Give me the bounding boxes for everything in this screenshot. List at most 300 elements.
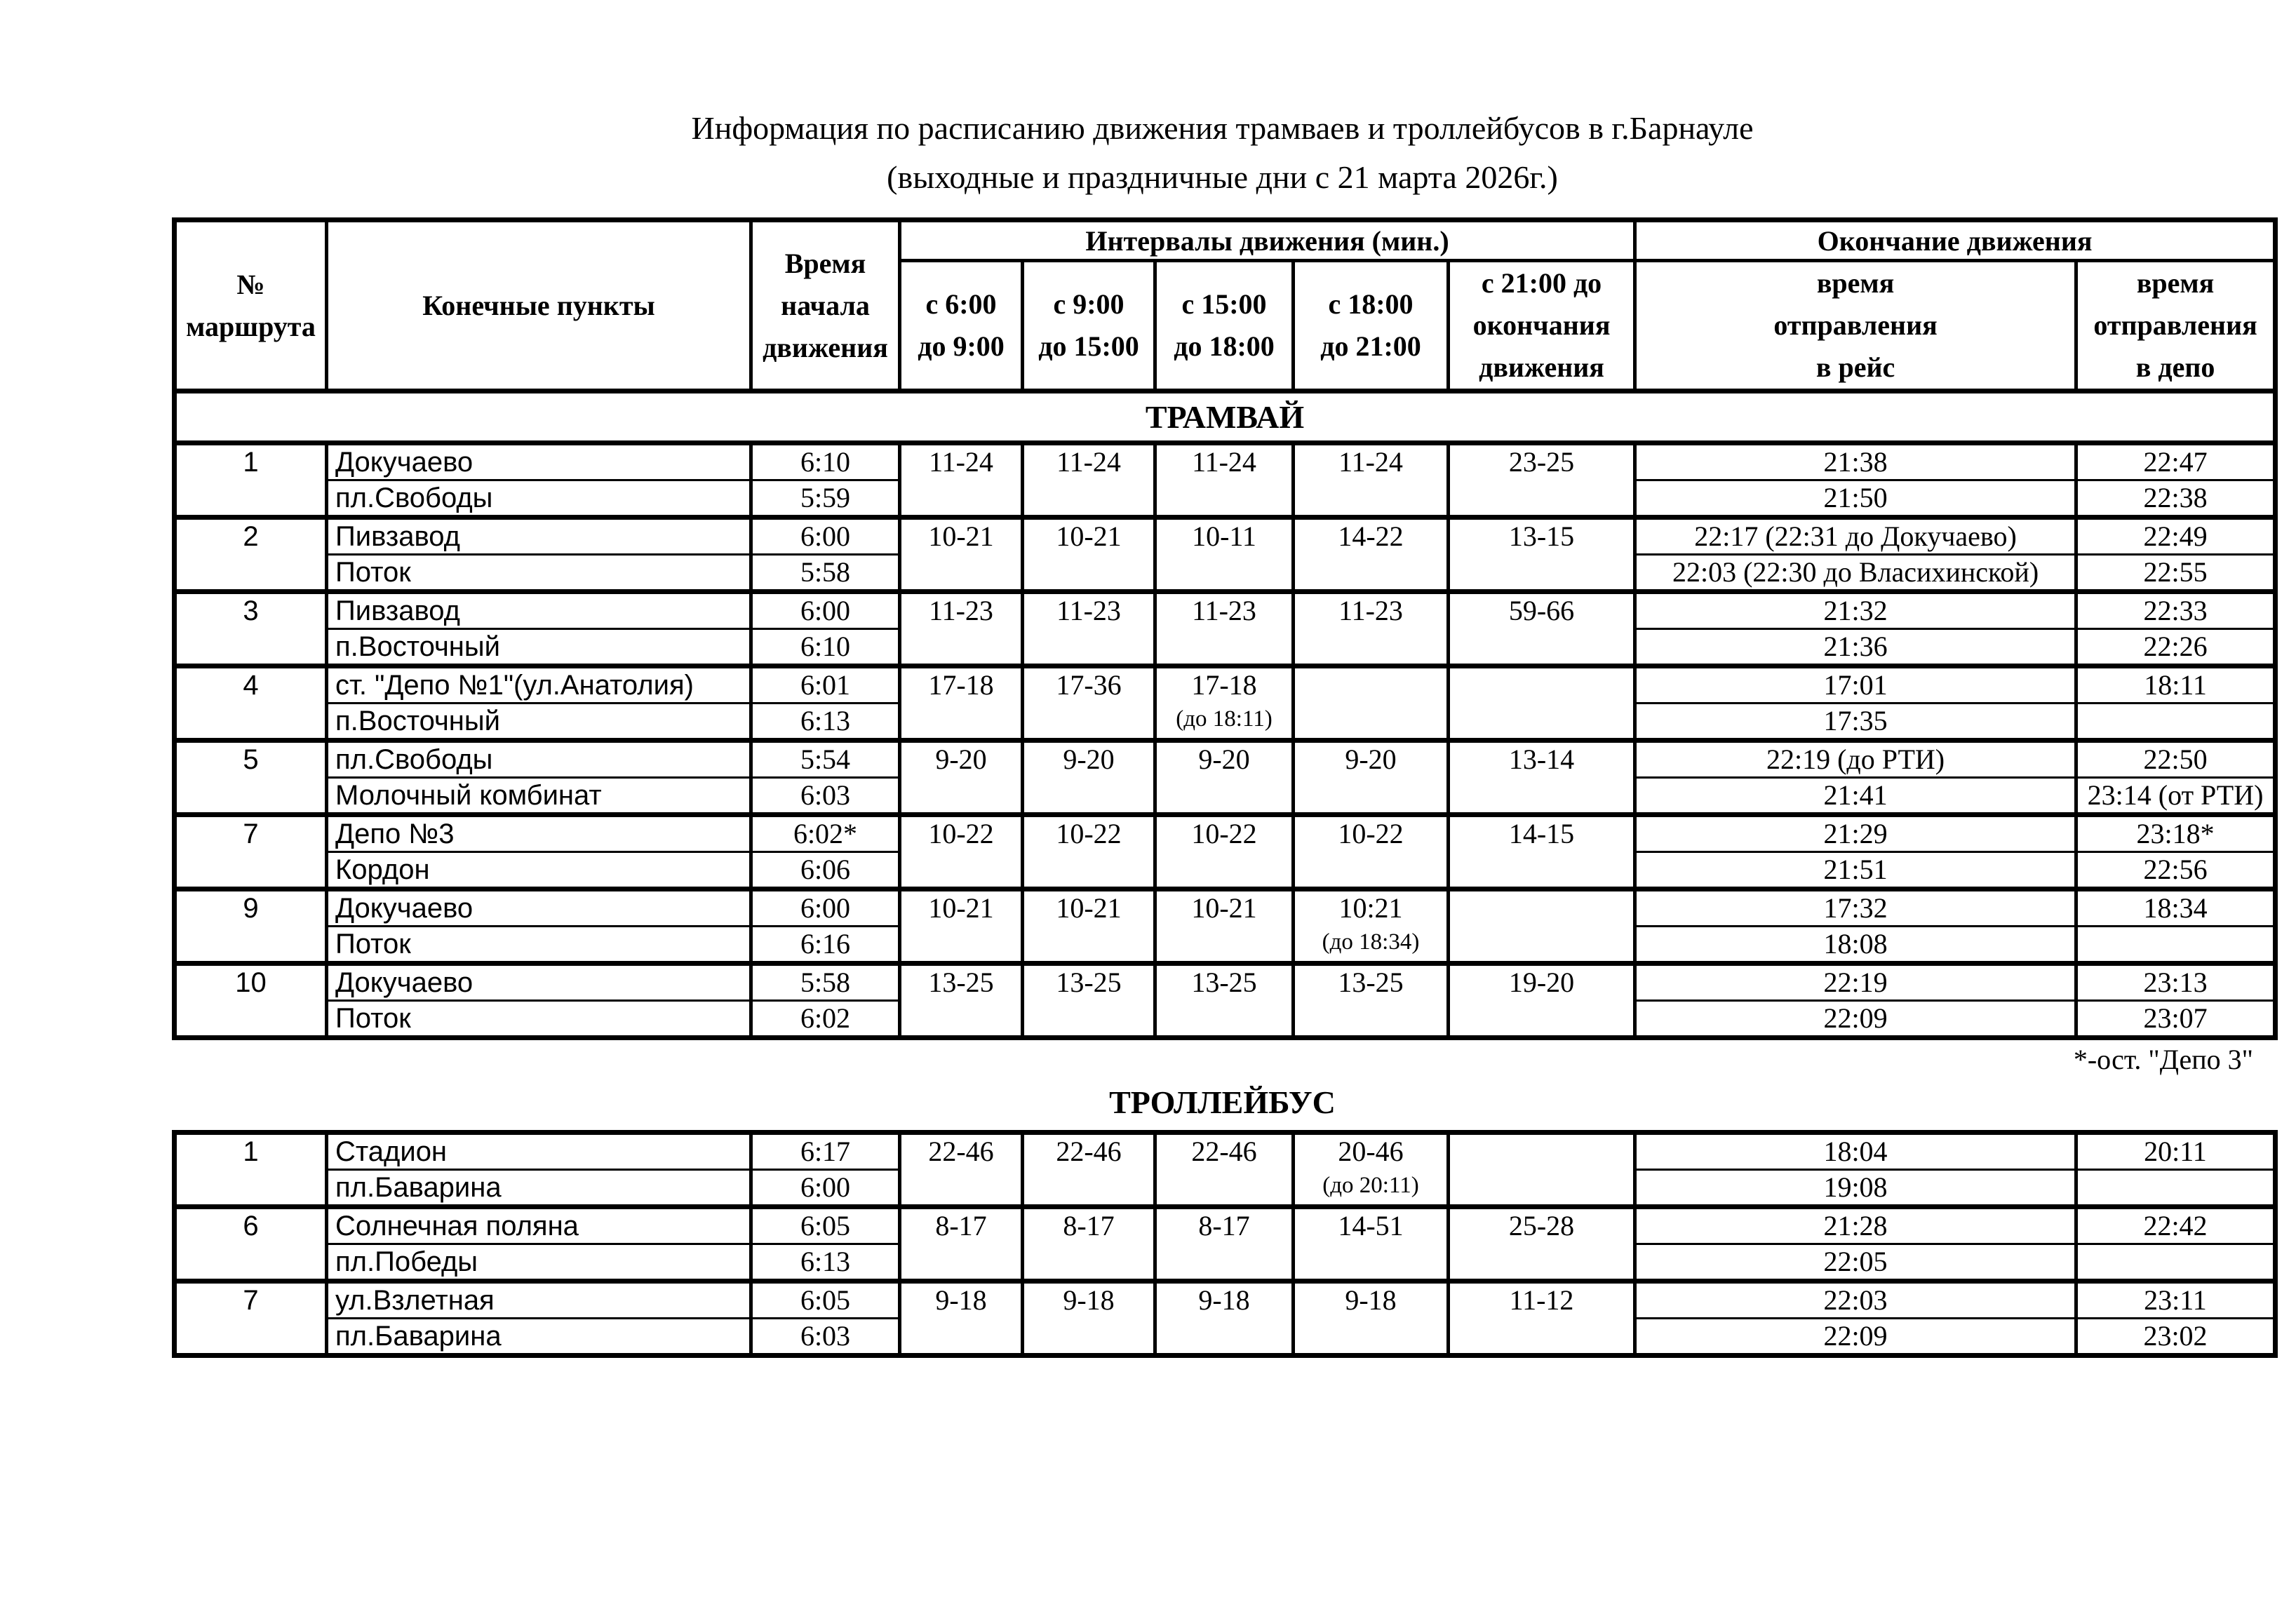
header-line: с 9:00: [1053, 288, 1124, 320]
start-time: 6:16: [751, 927, 900, 964]
endpoint-name: Кордон: [327, 852, 751, 889]
interval-cell-18-21: [1294, 741, 1449, 815]
header-trip-time: [1635, 261, 2076, 391]
trip-end-time: 21:28: [1635, 1207, 2076, 1244]
endpoint-name: Депо №3: [327, 815, 751, 852]
trip-end-time: 22:03: [1635, 1281, 2076, 1319]
interval-note: [1024, 925, 1153, 959]
start-time: 6:05: [751, 1207, 900, 1244]
interval-note: [901, 628, 1021, 661]
endpoint-name: Докучаево: [327, 889, 751, 927]
interval-cell-21-end: [1449, 1133, 1635, 1207]
interval-value: 13-14: [1508, 743, 1575, 775]
interval-note: [901, 1243, 1021, 1277]
interval-cell-15-18: [1155, 741, 1294, 815]
endpoint-name: Молочный комбинат: [327, 778, 751, 815]
start-time: 6:00: [751, 592, 900, 629]
interval-value: 10-21: [1191, 892, 1257, 924]
header-line: отправления: [2093, 309, 2257, 341]
interval-value: 14-51: [1338, 1210, 1404, 1241]
header-line: маршрута: [186, 310, 316, 342]
interval-cell-9-15: [1023, 592, 1155, 666]
trip-end-time: 18:08: [1635, 927, 2076, 964]
interval-value: [1450, 1135, 1633, 1169]
route-number: 6: [175, 1207, 327, 1281]
interval-cell-18-21: [1294, 592, 1449, 666]
interval-note: [1157, 479, 1291, 513]
interval-note: (до 20:11): [1322, 1173, 1419, 1198]
interval-note: [1295, 999, 1446, 1033]
interval-note: [1450, 851, 1633, 884]
route-row: [175, 1133, 2276, 1170]
interval-cell-21-end: [1449, 443, 1635, 518]
interval-cell-18-21: [1294, 889, 1449, 964]
route-number: 1: [175, 1133, 327, 1207]
endpoint-name: Поток: [327, 1001, 751, 1038]
header-line: окончания: [1472, 309, 1611, 341]
start-time: 6:00: [751, 889, 900, 927]
trip-end-time: 21:50: [1635, 480, 2076, 518]
depot-end-time: 22:42: [2076, 1207, 2276, 1244]
interval-value: 22-46: [1056, 1136, 1122, 1167]
interval-value: 19-20: [1508, 967, 1575, 998]
endpoint-name: Солнечная поляна: [327, 1207, 751, 1244]
depot-end-time: 23:02: [2076, 1319, 2276, 1356]
interval-cell-21-end: [1449, 592, 1635, 666]
start-time: 6:17: [751, 1133, 900, 1170]
route-row: [175, 518, 2276, 555]
interval-note: [1157, 999, 1291, 1033]
interval-cell-15-18: [1155, 443, 1294, 518]
start-time: 6:10: [751, 443, 900, 480]
interval-value: 9-18: [935, 1284, 987, 1316]
depot-end-time: 20:11: [2076, 1133, 2276, 1170]
interval-value: 13-25: [928, 967, 994, 998]
endpoint-name: ст. "Депо №1"(ул.Анатолия): [327, 666, 751, 704]
interval-note: [1024, 1317, 1153, 1351]
interval-value: 11-23: [1192, 595, 1256, 626]
interval-value: 59-66: [1508, 595, 1575, 626]
interval-value: 8-17: [1198, 1210, 1250, 1241]
interval-value: 14-15: [1508, 818, 1575, 849]
interval-cell-9-15: [1023, 1281, 1155, 1356]
interval-cell-18-21: [1294, 1281, 1449, 1356]
start-time: 5:58: [751, 555, 900, 592]
route-row: [175, 443, 2276, 480]
interval-note: [1295, 1317, 1446, 1351]
trolleybus-table: [172, 1130, 2278, 1358]
interval-note: [1450, 479, 1633, 513]
interval-cell-6-9: [900, 518, 1023, 592]
header-line: начала: [781, 289, 870, 321]
interval-cell-9-15: [1023, 1207, 1155, 1281]
interval-cell-18-21: [1294, 815, 1449, 889]
interval-note: [901, 925, 1021, 959]
header-interval-18-21: [1294, 261, 1449, 391]
interval-cell-21-end: [1449, 741, 1635, 815]
route-row: [175, 1207, 2276, 1244]
header-route-no: [175, 220, 327, 391]
interval-note: [1157, 851, 1291, 884]
footnote: *-ост. "Депо 3": [2073, 1044, 2253, 1075]
header-line: до 21:00: [1320, 330, 1421, 362]
route-number: 2: [175, 518, 327, 592]
header-interval-9-15: [1023, 261, 1155, 391]
depot-end-time: [2076, 704, 2276, 741]
interval-value: 10-21: [928, 520, 994, 552]
endpoint-name: Докучаево: [327, 964, 751, 1001]
header-line: время: [1816, 267, 1895, 299]
interval-cell-9-15: [1023, 815, 1155, 889]
endpoint-name: Пивзавод: [327, 518, 751, 555]
route-row: [175, 964, 2276, 1001]
start-time: 6:06: [751, 852, 900, 889]
interval-value: 9-18: [1063, 1284, 1115, 1316]
interval-cell-6-9: [900, 1207, 1023, 1281]
depot-end-time: [2076, 1244, 2276, 1281]
interval-value: 10-22: [1338, 818, 1404, 849]
interval-value: 11-12: [1509, 1284, 1574, 1316]
interval-value: 10-22: [928, 818, 994, 849]
interval-value: 10-21: [1056, 520, 1122, 552]
trip-end-time: 22:17 (22:31 до Докучаево): [1635, 518, 2076, 555]
route-row: [175, 741, 2276, 778]
trip-end-time: 21:41: [1635, 778, 2076, 815]
interval-cell-9-15: [1023, 741, 1155, 815]
interval-cell-6-9: [900, 964, 1023, 1038]
start-time: 5:59: [751, 480, 900, 518]
depot-end-time: 23:18*: [2076, 815, 2276, 852]
header-depot-time: [2076, 261, 2276, 391]
depot-end-time: 22:26: [2076, 629, 2276, 666]
interval-value: 13-25: [1056, 967, 1122, 998]
interval-note: [901, 851, 1021, 884]
header-line: №: [236, 268, 265, 300]
interval-cell-15-18: [1155, 889, 1294, 964]
endpoint-name: пл.Свободы: [327, 741, 751, 778]
interval-cell-21-end: [1449, 666, 1635, 741]
interval-note: [901, 1317, 1021, 1351]
interval-value: [1295, 668, 1446, 702]
route-number: 9: [175, 889, 327, 964]
interval-note: [1450, 702, 1633, 736]
interval-note: [901, 776, 1021, 810]
interval-note: [1295, 702, 1446, 736]
interval-note: [1024, 776, 1153, 810]
route-row: [175, 889, 2276, 927]
interval-note: [1024, 628, 1153, 661]
endpoint-name: пл.Победы: [327, 1244, 751, 1281]
start-time: 6:02: [751, 1001, 900, 1038]
trip-end-time: 21:32: [1635, 592, 2076, 629]
interval-value: 13-25: [1338, 967, 1404, 998]
header-interval-21-end: [1449, 261, 1635, 391]
interval-value: 9-20: [1345, 743, 1397, 775]
interval-note: [901, 553, 1021, 587]
interval-value: 9-20: [1198, 743, 1250, 775]
interval-cell-18-21: [1294, 443, 1449, 518]
header-endpoints: Конечные пункты: [327, 220, 751, 391]
start-time: 6:02*: [751, 815, 900, 852]
route-number: 3: [175, 592, 327, 666]
route-number: 1: [175, 443, 327, 518]
interval-value: 25-28: [1508, 1210, 1575, 1241]
route-row: [175, 815, 2276, 852]
interval-note: [1295, 1243, 1446, 1277]
interval-note: (до 18:11): [1176, 706, 1273, 732]
interval-cell-21-end: [1449, 518, 1635, 592]
start-time: 6:03: [751, 1319, 900, 1356]
trip-end-time: 17:32: [1635, 889, 2076, 927]
start-time: 6:00: [751, 518, 900, 555]
header-line: до 18:00: [1174, 330, 1275, 362]
interval-value: 13-15: [1508, 520, 1575, 552]
route-number: 7: [175, 1281, 327, 1356]
depot-end-time: 23:13: [2076, 964, 2276, 1001]
endpoint-name: Поток: [327, 555, 751, 592]
trip-end-time: 21:51: [1635, 852, 2076, 889]
interval-cell-15-18: [1155, 964, 1294, 1038]
interval-cell-21-end: [1449, 1281, 1635, 1356]
trip-end-time: 22:05: [1635, 1244, 2076, 1281]
interval-note: [1157, 1243, 1291, 1277]
endpoint-name: пл.Баварина: [327, 1170, 751, 1207]
interval-cell-21-end: [1449, 815, 1635, 889]
start-time: 6:13: [751, 1244, 900, 1281]
start-time: 6:01: [751, 666, 900, 704]
interval-cell-6-9: [900, 889, 1023, 964]
interval-cell-6-9: [900, 741, 1023, 815]
trip-end-time: 22:09: [1635, 1001, 2076, 1038]
endpoint-name: пл.Свободы: [327, 480, 751, 518]
depot-end-time: 22:50: [2076, 741, 2276, 778]
interval-cell-9-15: [1023, 1133, 1155, 1207]
interval-note: [901, 479, 1021, 513]
interval-note: [1450, 553, 1633, 587]
interval-cell-9-15: [1023, 666, 1155, 741]
interval-value: 8-17: [935, 1210, 987, 1241]
start-time: 5:54: [751, 741, 900, 778]
interval-note: [1295, 628, 1446, 661]
header-interval-15-18: [1155, 261, 1294, 391]
tram-section-row: [175, 391, 2276, 443]
depot-end-time: 23:07: [2076, 1001, 2276, 1038]
interval-note: [1024, 479, 1153, 513]
route-number: 10: [175, 964, 327, 1038]
interval-value: 11-24: [1192, 446, 1256, 478]
interval-value: 20-46: [1338, 1136, 1404, 1167]
route-number: 5: [175, 741, 327, 815]
interval-cell-6-9: [900, 443, 1023, 518]
interval-note: [1024, 553, 1153, 587]
interval-note: [1024, 851, 1153, 884]
interval-note: [1450, 925, 1633, 959]
page-header: [172, 104, 2273, 202]
header-line: Время: [784, 247, 866, 279]
interval-note: [901, 702, 1021, 736]
header-line: до 9:00: [918, 330, 1005, 362]
interval-cell-18-21: [1294, 1133, 1449, 1207]
header-line: в депо: [2135, 351, 2215, 383]
interval-note: [1157, 925, 1291, 959]
interval-cell-15-18: [1155, 518, 1294, 592]
header-line: движения: [763, 331, 888, 363]
interval-note: [1450, 1169, 1633, 1202]
interval-cell-18-21: [1294, 964, 1449, 1038]
header-ending-group: Окончание движения: [1635, 220, 2276, 261]
interval-value: 11-23: [1338, 595, 1403, 626]
interval-note: [901, 999, 1021, 1033]
interval-cell-9-15: [1023, 518, 1155, 592]
header-row-top: [175, 220, 2276, 261]
interval-value: 17-18: [1191, 669, 1257, 701]
interval-value: 11-24: [1338, 446, 1403, 478]
interval-value: [1450, 891, 1633, 925]
trip-end-time: 21:36: [1635, 629, 2076, 666]
tram-section-label: ТРАМВАЙ: [175, 391, 2276, 443]
interval-note: [1157, 553, 1291, 587]
interval-value: 9-18: [1198, 1284, 1250, 1316]
trip-end-time: 17:01: [1635, 666, 2076, 704]
interval-note: [1024, 1169, 1153, 1202]
interval-cell-6-9: [900, 1281, 1023, 1356]
start-time: 6:13: [751, 704, 900, 741]
interval-note: [1157, 1169, 1291, 1202]
interval-value: 14-22: [1338, 520, 1404, 552]
route-number: 4: [175, 666, 327, 741]
interval-value: 11-24: [929, 446, 993, 478]
interval-value: 22-46: [928, 1136, 994, 1167]
header-line: в рейс: [1815, 351, 1895, 383]
trip-end-time: 22:19: [1635, 964, 2076, 1001]
depot-end-time: 22:56: [2076, 852, 2276, 889]
interval-cell-18-21: [1294, 666, 1449, 741]
interval-cell-9-15: [1023, 964, 1155, 1038]
trolleybus-section-label: ТРОЛЛЕЙБУС: [1109, 1084, 1336, 1120]
interval-cell-21-end: [1449, 889, 1635, 964]
interval-value: 9-20: [1063, 743, 1115, 775]
interval-note: [1450, 1317, 1633, 1351]
interval-note: [1295, 479, 1446, 513]
header-line: до 15:00: [1038, 330, 1139, 362]
header-line: время: [2136, 267, 2215, 299]
endpoint-name: Докучаево: [327, 443, 751, 480]
trip-end-time: 21:29: [1635, 815, 2076, 852]
interval-cell-6-9: [900, 592, 1023, 666]
interval-value: 10-22: [1191, 818, 1257, 849]
interval-value: 10:21: [1338, 892, 1403, 924]
trip-end-time: 18:04: [1635, 1133, 2076, 1170]
page-subtitle: (выходные и праздничные дни с 21 марта 2026г.): [887, 159, 1558, 195]
depot-end-time: 22:49: [2076, 518, 2276, 555]
route-row: [175, 666, 2276, 704]
interval-cell-15-18: [1155, 815, 1294, 889]
header-start-time: [751, 220, 900, 391]
depot-end-time: 18:34: [2076, 889, 2276, 927]
trip-end-time: 22:19 (до РТИ): [1635, 741, 2076, 778]
depot-end-time: 23:11: [2076, 1281, 2276, 1319]
header-line: с 21:00 до: [1481, 267, 1602, 299]
interval-note: [1295, 553, 1446, 587]
interval-value: 17-18: [928, 669, 994, 701]
interval-cell-15-18: [1155, 1133, 1294, 1207]
interval-value: 11-23: [1056, 595, 1121, 626]
start-time: 6:10: [751, 629, 900, 666]
start-time: 5:58: [751, 964, 900, 1001]
interval-cell-9-15: [1023, 889, 1155, 964]
interval-note: [1157, 1317, 1291, 1351]
interval-note: [1024, 999, 1153, 1033]
interval-value: 11-24: [1056, 446, 1121, 478]
depot-end-time: [2076, 1170, 2276, 1207]
interval-value: 22-46: [1191, 1136, 1257, 1167]
trip-end-time: 22:03 (22:30 до Власихинской): [1635, 555, 2076, 592]
header-line: с 18:00: [1328, 288, 1414, 320]
interval-cell-15-18: [1155, 1207, 1294, 1281]
interval-value: 9-20: [935, 743, 987, 775]
interval-note: [1024, 702, 1153, 736]
interval-value: 10-21: [928, 892, 994, 924]
interval-value: 10-22: [1056, 818, 1122, 849]
depot-end-time: 22:33: [2076, 592, 2276, 629]
depot-end-time: 22:47: [2076, 443, 2276, 480]
interval-cell-6-9: [900, 666, 1023, 741]
header-line: движения: [1479, 351, 1604, 383]
interval-value: [1450, 668, 1633, 702]
interval-note: [1024, 1243, 1153, 1277]
trip-end-time: 21:38: [1635, 443, 2076, 480]
interval-cell-18-21: [1294, 518, 1449, 592]
interval-cell-6-9: [900, 815, 1023, 889]
endpoint-name: Пивзавод: [327, 592, 751, 629]
interval-note: [1450, 776, 1633, 810]
depot-end-time: 22:38: [2076, 480, 2276, 518]
depot-end-time: 18:11: [2076, 666, 2276, 704]
endpoint-name: ул.Взлетная: [327, 1281, 751, 1319]
route-number: 7: [175, 815, 327, 889]
interval-note: [1295, 776, 1446, 810]
interval-note: [1157, 628, 1291, 661]
interval-note: [901, 1169, 1021, 1202]
interval-value: 10-21: [1056, 892, 1122, 924]
interval-cell-15-18: [1155, 1281, 1294, 1356]
interval-value: 23-25: [1508, 446, 1575, 478]
depot-end-time: 23:14 (от РТИ): [2076, 778, 2276, 815]
interval-value: 9-18: [1345, 1284, 1397, 1316]
endpoint-name: Стадион: [327, 1133, 751, 1170]
interval-note: (до 18:34): [1322, 929, 1420, 955]
interval-cell-15-18: [1155, 592, 1294, 666]
depot-end-time: 22:55: [2076, 555, 2276, 592]
interval-cell-18-21: [1294, 1207, 1449, 1281]
header-line: отправления: [1773, 309, 1938, 341]
tram-table: [172, 217, 2278, 1040]
endpoint-name: Поток: [327, 927, 751, 964]
endpoint-name: пл.Баварина: [327, 1319, 751, 1356]
start-time: 6:05: [751, 1281, 900, 1319]
interval-cell-21-end: [1449, 964, 1635, 1038]
interval-note: [1450, 999, 1633, 1033]
header-line: с 15:00: [1181, 288, 1267, 320]
trip-end-time: 22:09: [1635, 1319, 2076, 1356]
endpoint-name: п.Восточный: [327, 704, 751, 741]
interval-note: [1157, 776, 1291, 810]
header-interval-6-9: [900, 261, 1023, 391]
interval-value: 13-25: [1191, 967, 1257, 998]
page-title: Информация по расписанию движения трамваев и троллейбусов в г.Барнауле: [691, 110, 1754, 146]
interval-note: [1450, 628, 1633, 661]
interval-note: [1295, 851, 1446, 884]
